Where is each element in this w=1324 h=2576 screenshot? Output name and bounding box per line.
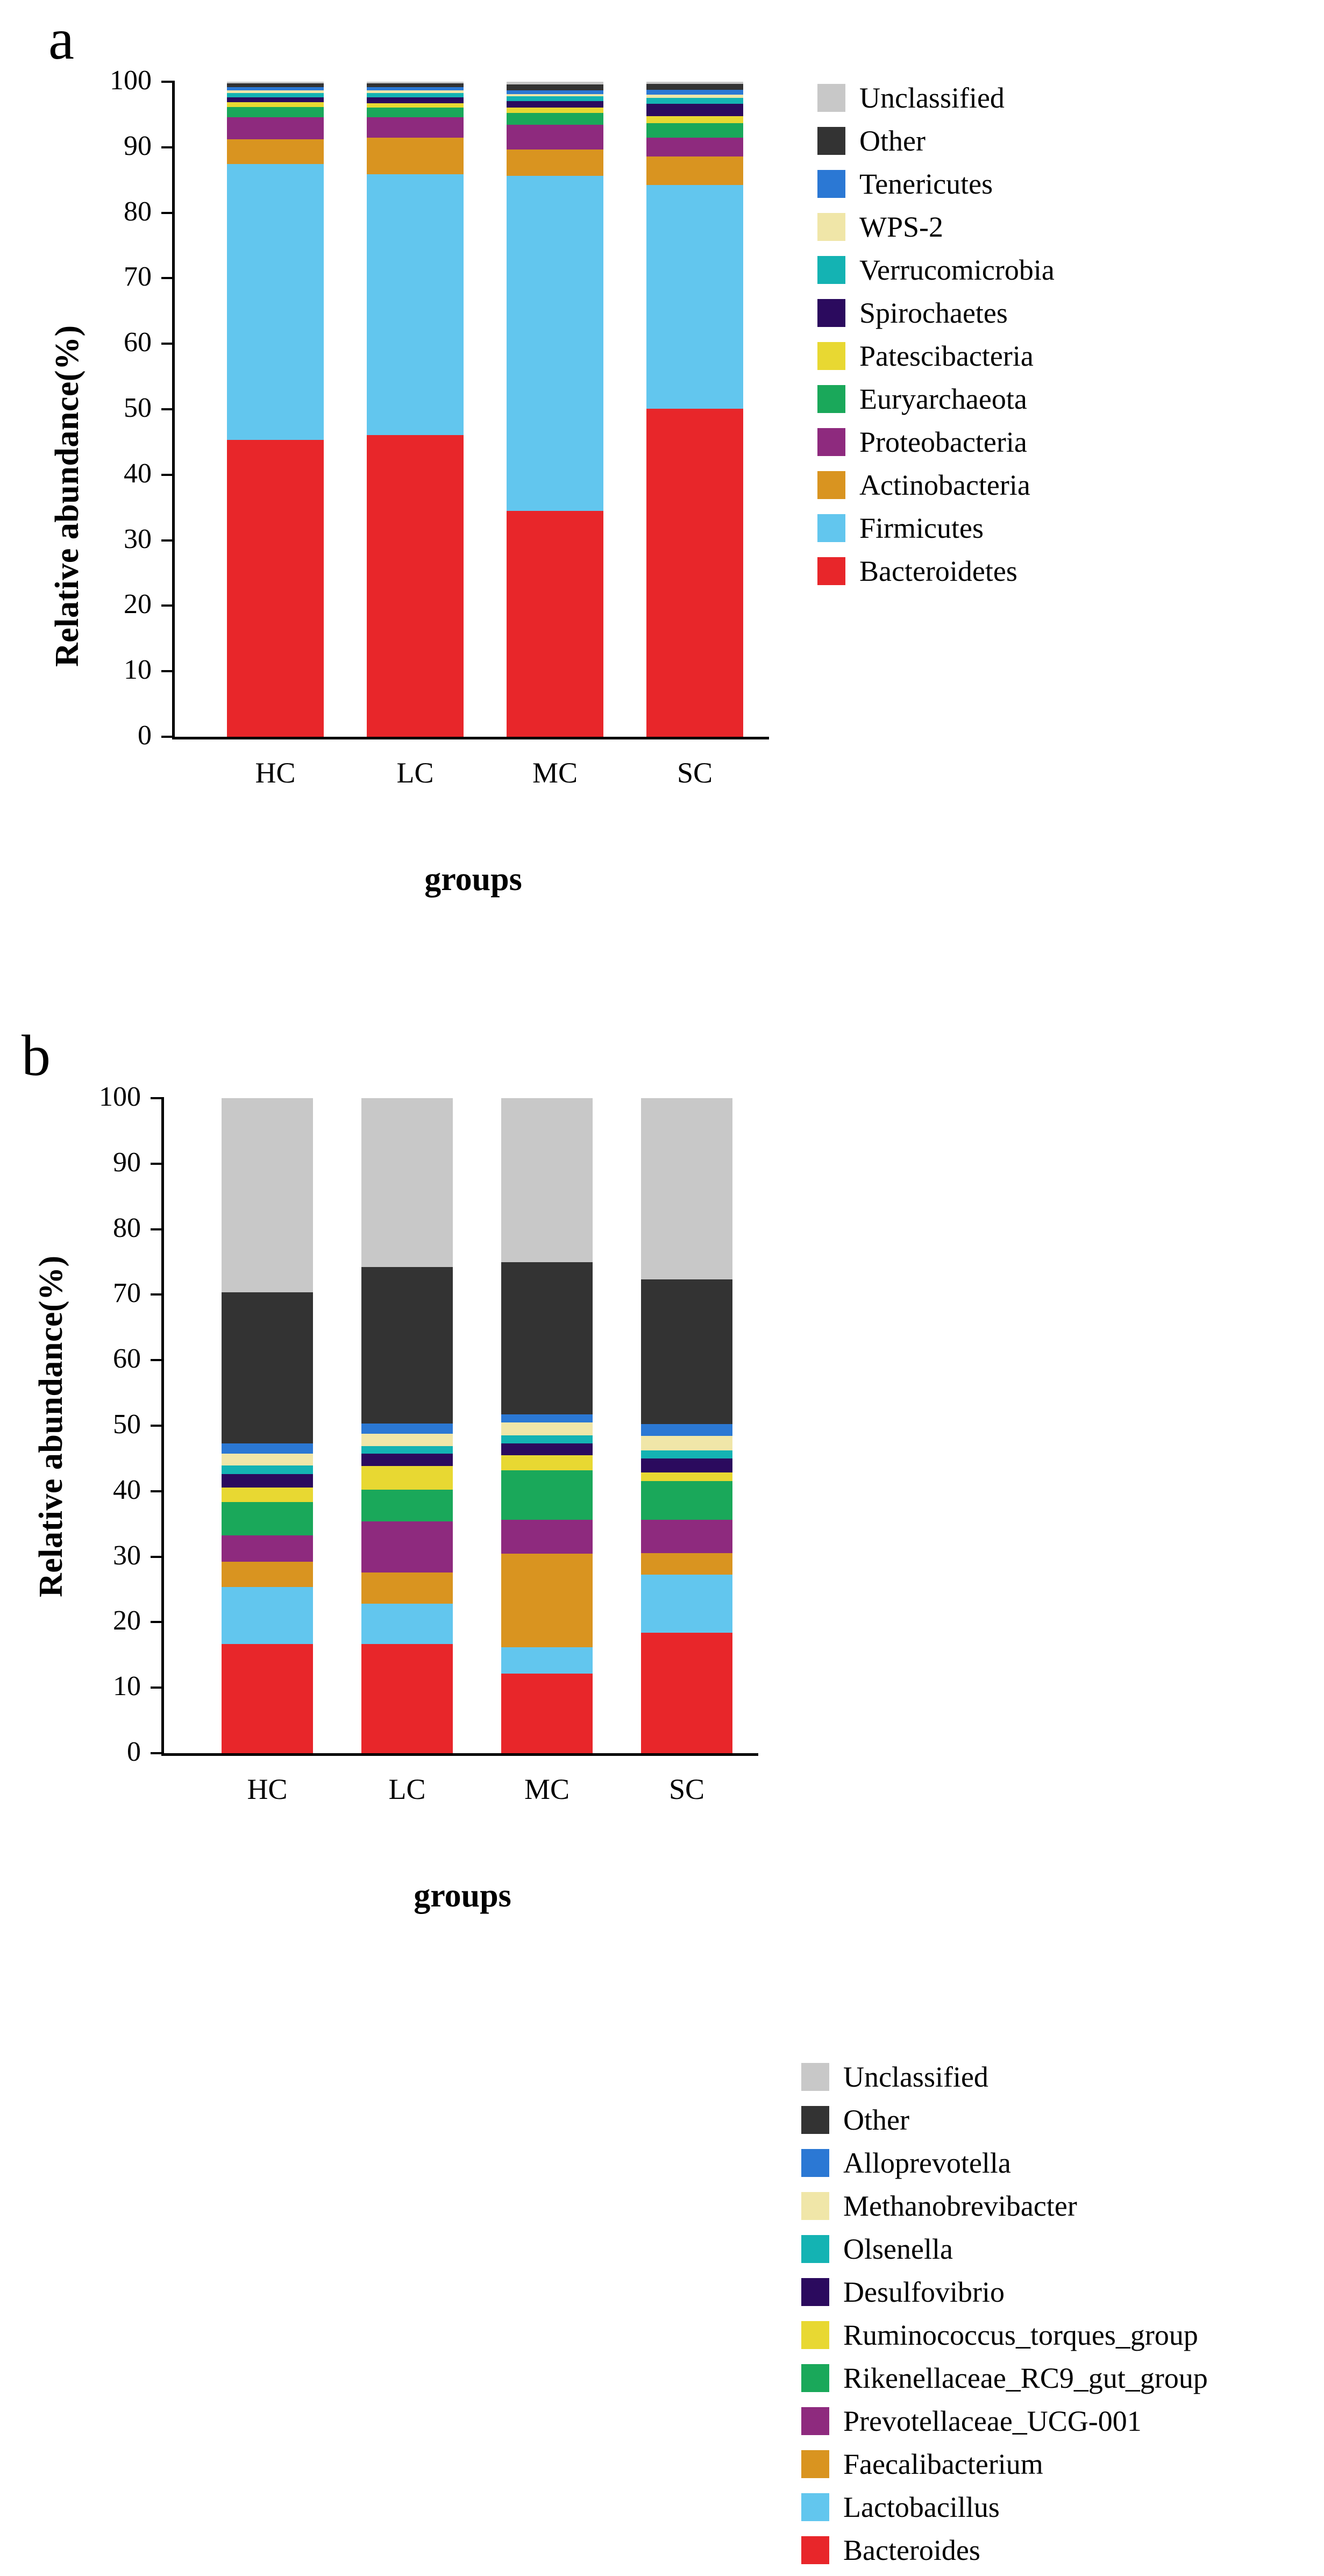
bar-segment bbox=[646, 94, 743, 98]
bar-segment bbox=[641, 1481, 732, 1519]
legend-swatch bbox=[817, 557, 845, 585]
legend-swatch bbox=[817, 342, 845, 370]
legend-label: Rikenellaceae_RC9_gut_group bbox=[843, 2362, 1208, 2394]
stacked-bar bbox=[507, 82, 603, 737]
legend-swatch bbox=[801, 2063, 829, 2091]
legend-item bbox=[817, 468, 1055, 502]
x-axis-title-a: groups bbox=[424, 861, 522, 898]
bar-segment bbox=[222, 1443, 313, 1454]
y-tick-mark bbox=[151, 1556, 162, 1558]
bar-segment bbox=[227, 163, 324, 439]
bar-segment bbox=[641, 1519, 732, 1553]
legend-swatch bbox=[801, 2278, 829, 2306]
bar-segment bbox=[507, 112, 603, 125]
bar-segment bbox=[361, 1521, 453, 1573]
bar-segment bbox=[361, 1489, 453, 1521]
stacked-bar bbox=[641, 1098, 732, 1753]
y-tick-label: 20 bbox=[113, 1605, 141, 1636]
bar-segment bbox=[501, 1455, 593, 1471]
bar-segment bbox=[367, 103, 464, 108]
y-tick-label: 100 bbox=[99, 1081, 141, 1112]
bar-segment bbox=[641, 1633, 732, 1753]
legend-item bbox=[801, 2189, 1208, 2223]
y-tick-label: 40 bbox=[124, 458, 152, 489]
legend-item bbox=[801, 2533, 1208, 2567]
legend-swatch bbox=[801, 2149, 829, 2177]
bar-segment bbox=[646, 156, 743, 185]
bar-segment bbox=[361, 1434, 453, 1447]
bar-segment bbox=[501, 1443, 593, 1456]
legend-item bbox=[817, 382, 1055, 416]
y-tick-label: 90 bbox=[124, 130, 152, 161]
bar-segment bbox=[641, 1279, 732, 1424]
legend-swatch bbox=[817, 385, 845, 413]
bar-segment bbox=[501, 1098, 593, 1262]
y-tick-label: 60 bbox=[113, 1343, 141, 1375]
legend-item bbox=[817, 554, 1055, 588]
bar-segment bbox=[507, 124, 603, 150]
bar-segment bbox=[367, 90, 464, 93]
legend-item bbox=[817, 425, 1055, 459]
bar-segment bbox=[367, 435, 464, 737]
bar-segment bbox=[222, 1502, 313, 1535]
legend-swatch bbox=[801, 2235, 829, 2263]
legend-swatch bbox=[817, 256, 845, 284]
bar-segment bbox=[361, 1465, 453, 1489]
bar-segment bbox=[507, 175, 603, 511]
legend-item bbox=[817, 210, 1055, 244]
legend-swatch bbox=[817, 471, 845, 499]
y-tick-label: 80 bbox=[124, 196, 152, 227]
y-tick-mark bbox=[161, 604, 173, 607]
legend-item bbox=[817, 511, 1055, 545]
legend-label: Patescibacteria bbox=[859, 340, 1034, 372]
bar-segment bbox=[641, 1450, 732, 1458]
bar-segment bbox=[507, 94, 603, 96]
legend-swatch bbox=[801, 2450, 829, 2478]
y-axis-title-b: Relative abundance(%) bbox=[33, 1255, 69, 1597]
bar-segment bbox=[222, 1453, 313, 1465]
legend-label: Bacteroidetes bbox=[859, 555, 1017, 587]
bar-segment bbox=[227, 97, 324, 102]
bar-segment bbox=[641, 1435, 732, 1450]
y-tick-mark bbox=[151, 1097, 162, 1099]
bar-segment bbox=[646, 84, 743, 90]
y-tick-label: 40 bbox=[113, 1474, 141, 1505]
stacked-bar bbox=[227, 82, 324, 737]
legend-a bbox=[817, 81, 1055, 597]
bar-segment bbox=[222, 1292, 313, 1444]
bar-segment bbox=[227, 93, 324, 97]
y-tick-label: 90 bbox=[113, 1147, 141, 1178]
bar-segment bbox=[367, 108, 464, 118]
y-tick-label: 10 bbox=[124, 654, 152, 686]
legend-label: Lactobacillus bbox=[843, 2491, 1000, 2523]
bar-segment bbox=[222, 1465, 313, 1474]
bar-segment bbox=[646, 97, 743, 104]
y-tick-label: 70 bbox=[124, 261, 152, 293]
bar-segment bbox=[367, 83, 464, 87]
bar-segment bbox=[361, 1446, 453, 1454]
legend-swatch bbox=[817, 170, 845, 198]
y-tick-mark bbox=[161, 736, 173, 738]
y-tick-mark bbox=[161, 474, 173, 476]
bar-segment bbox=[361, 1098, 453, 1267]
legend-label: Unclassified bbox=[859, 82, 1005, 114]
legend-item bbox=[801, 2318, 1208, 2352]
legend-item bbox=[817, 167, 1055, 201]
y-tick-label: 0 bbox=[127, 1737, 141, 1767]
bar-segment bbox=[222, 1487, 313, 1502]
legend-swatch bbox=[801, 2536, 829, 2564]
bar-segment bbox=[501, 1470, 593, 1520]
bar-segment bbox=[646, 138, 743, 157]
bar-segment bbox=[507, 90, 603, 94]
x-axis-line-b bbox=[161, 1753, 758, 1756]
bar-segment bbox=[501, 1519, 593, 1554]
legend-label: Bacteroides bbox=[843, 2534, 980, 2566]
y-tick-mark bbox=[151, 1293, 162, 1296]
legend-label: Verrucomicrobia bbox=[859, 254, 1055, 286]
legend-item bbox=[817, 339, 1055, 373]
legend-label: Alloprevotella bbox=[843, 2147, 1011, 2179]
x-axis-title-b: groups bbox=[414, 1877, 511, 1914]
bar-segment bbox=[507, 84, 603, 91]
bar-segment bbox=[227, 90, 324, 93]
x-axis-line-a bbox=[172, 737, 769, 739]
y-tick-mark bbox=[151, 1359, 162, 1361]
bar-segment bbox=[646, 409, 743, 737]
panel-b bbox=[0, 973, 1324, 2566]
y-tick-label: 10 bbox=[113, 1671, 141, 1702]
legend-label: Proteobacteria bbox=[859, 426, 1027, 458]
bar-segment bbox=[507, 101, 603, 108]
bar-segment bbox=[227, 439, 324, 737]
stacked-bar bbox=[361, 1098, 453, 1753]
bar-segment bbox=[222, 1561, 313, 1587]
stacked-bar bbox=[222, 1098, 313, 1753]
bar-segment bbox=[361, 1423, 453, 1434]
legend-label: Firmicutes bbox=[859, 512, 984, 544]
legend-label: Other bbox=[843, 2104, 909, 2136]
bar-segment bbox=[361, 1453, 453, 1466]
bar-segment bbox=[646, 103, 743, 116]
legend-item bbox=[801, 2146, 1208, 2180]
y-tick-label: 30 bbox=[124, 523, 152, 554]
legend-label: Faecalibacterium bbox=[843, 2448, 1043, 2480]
bar-segment bbox=[367, 117, 464, 138]
legend-swatch bbox=[817, 213, 845, 241]
bar-segment bbox=[367, 174, 464, 435]
bar-segment bbox=[507, 511, 603, 737]
legend-swatch bbox=[801, 2407, 829, 2435]
legend-swatch bbox=[801, 2192, 829, 2220]
stacked-bar bbox=[501, 1098, 593, 1753]
legend-swatch bbox=[817, 84, 845, 112]
legend-label: Other bbox=[859, 125, 926, 157]
bar-segment bbox=[641, 1472, 732, 1481]
y-tick-mark bbox=[151, 1752, 162, 1754]
bar-segment bbox=[646, 82, 743, 84]
legend-swatch bbox=[801, 2493, 829, 2521]
bar-segment bbox=[646, 90, 743, 95]
bar-segment bbox=[501, 1647, 593, 1674]
bar-segment bbox=[641, 1553, 732, 1575]
bar-segment bbox=[361, 1603, 453, 1644]
y-tick-mark bbox=[161, 81, 173, 83]
legend-item bbox=[801, 2490, 1208, 2524]
x-tick-label: HC bbox=[255, 757, 296, 789]
y-tick-label: 50 bbox=[124, 393, 152, 423]
bar-segment bbox=[646, 123, 743, 138]
bar-segment bbox=[501, 1262, 593, 1414]
legend-b bbox=[801, 2060, 1208, 2576]
legend-label: Prevotellaceae_UCG-001 bbox=[843, 2405, 1142, 2437]
x-tick-label: LC bbox=[396, 757, 434, 789]
bar-segment bbox=[507, 96, 603, 101]
bar-segment bbox=[227, 87, 324, 91]
y-tick-mark bbox=[151, 1490, 162, 1492]
y-tick-mark bbox=[161, 408, 173, 410]
y-tick-mark bbox=[161, 212, 173, 214]
bar-segment bbox=[501, 1435, 593, 1443]
bar-segment bbox=[641, 1424, 732, 1436]
bar-segment bbox=[507, 149, 603, 175]
legend-label: Ruminococcus_torques_group bbox=[843, 2319, 1198, 2351]
bar-segment bbox=[641, 1098, 732, 1279]
legend-item bbox=[817, 124, 1055, 158]
bar-segment bbox=[222, 1587, 313, 1645]
y-tick-label: 80 bbox=[113, 1212, 141, 1243]
bar-segment bbox=[507, 82, 603, 84]
legend-swatch bbox=[817, 299, 845, 327]
y-tick-label: 50 bbox=[113, 1409, 141, 1440]
bar-segment bbox=[501, 1554, 593, 1648]
bar-segment bbox=[222, 1474, 313, 1488]
y-tick-label: 20 bbox=[124, 589, 152, 620]
y-axis-title-a: Relative abundance(%) bbox=[49, 325, 86, 667]
bar-segment bbox=[227, 139, 324, 164]
bar-segment bbox=[227, 83, 324, 87]
y-tick-label: 60 bbox=[124, 327, 152, 358]
bar-segment bbox=[501, 1414, 593, 1422]
y-tick-mark bbox=[151, 1163, 162, 1165]
bar-segment bbox=[641, 1458, 732, 1472]
legend-item bbox=[801, 2103, 1208, 2137]
x-tick-label: MC bbox=[524, 1773, 570, 1805]
legend-label: WPS-2 bbox=[859, 211, 944, 243]
bar-segment bbox=[367, 82, 464, 83]
y-tick-label: 30 bbox=[113, 1540, 141, 1571]
legend-label: Euryarchaeota bbox=[859, 383, 1027, 415]
legend-label: Olsenella bbox=[843, 2233, 953, 2265]
legend-swatch bbox=[817, 127, 845, 155]
legend-label: Desulfovibrio bbox=[843, 2276, 1005, 2308]
x-tick-label: HC bbox=[247, 1773, 288, 1805]
y-tick-mark bbox=[151, 1425, 162, 1427]
legend-item bbox=[801, 2361, 1208, 2395]
x-tick-label: SC bbox=[668, 1773, 705, 1805]
bar-segment bbox=[361, 1572, 453, 1604]
legend-label: Tenericutes bbox=[859, 168, 993, 200]
legend-item bbox=[817, 253, 1055, 287]
bar-segment bbox=[501, 1673, 593, 1753]
bar-segment bbox=[361, 1266, 453, 1424]
y-tick-label: 70 bbox=[113, 1278, 141, 1309]
y-tick-mark bbox=[151, 1621, 162, 1623]
panel-b-letter: b bbox=[22, 1024, 51, 1088]
bar-segment bbox=[227, 106, 324, 117]
y-tick-mark bbox=[161, 343, 173, 345]
x-tick-label: LC bbox=[388, 1773, 426, 1805]
legend-item bbox=[801, 2060, 1208, 2094]
legend-label: Unclassified bbox=[843, 2061, 988, 2093]
bar-segment bbox=[227, 82, 324, 83]
y-tick-mark bbox=[161, 670, 173, 672]
y-tick-label: 100 bbox=[110, 65, 152, 96]
bar-segment bbox=[367, 138, 464, 175]
y-tick-mark bbox=[161, 146, 173, 148]
x-tick-label: MC bbox=[532, 757, 578, 789]
legend-label: Spirochaetes bbox=[859, 297, 1008, 329]
legend-swatch bbox=[817, 428, 845, 456]
legend-item bbox=[817, 296, 1055, 330]
y-tick-mark bbox=[151, 1687, 162, 1689]
stacked-bar bbox=[367, 82, 464, 737]
bar-segment bbox=[361, 1644, 453, 1753]
legend-item bbox=[801, 2447, 1208, 2481]
legend-swatch bbox=[801, 2364, 829, 2392]
y-tick-mark bbox=[151, 1228, 162, 1230]
legend-item bbox=[801, 2275, 1208, 2309]
y-tick-label: 0 bbox=[138, 720, 152, 751]
legend-item bbox=[817, 81, 1055, 115]
legend-swatch bbox=[801, 2106, 829, 2134]
legend-swatch bbox=[817, 514, 845, 542]
bar-segment bbox=[227, 102, 324, 107]
bar-segment bbox=[367, 93, 464, 97]
y-tick-mark bbox=[161, 539, 173, 542]
bar-segment bbox=[646, 116, 743, 123]
y-tick-mark bbox=[161, 277, 173, 279]
bar-segment bbox=[501, 1422, 593, 1435]
panel-a-letter: a bbox=[48, 8, 74, 72]
bar-segment bbox=[646, 184, 743, 409]
bar-segment bbox=[367, 97, 464, 103]
legend-item bbox=[801, 2232, 1208, 2266]
legend-item bbox=[801, 2404, 1208, 2438]
legend-label: Methanobrevibacter bbox=[843, 2190, 1077, 2222]
bar-segment bbox=[222, 1535, 313, 1561]
x-tick-label: SC bbox=[677, 757, 713, 789]
panel-a bbox=[0, 0, 1324, 973]
stacked-bar bbox=[646, 82, 743, 737]
bar-segment bbox=[227, 117, 324, 139]
bar-segment bbox=[641, 1574, 732, 1633]
bar-segment bbox=[367, 87, 464, 91]
bar-segment bbox=[222, 1644, 313, 1753]
bar-segment bbox=[507, 108, 603, 113]
legend-label: Actinobacteria bbox=[859, 469, 1030, 501]
bar-segment bbox=[222, 1098, 313, 1292]
legend-swatch bbox=[801, 2321, 829, 2349]
